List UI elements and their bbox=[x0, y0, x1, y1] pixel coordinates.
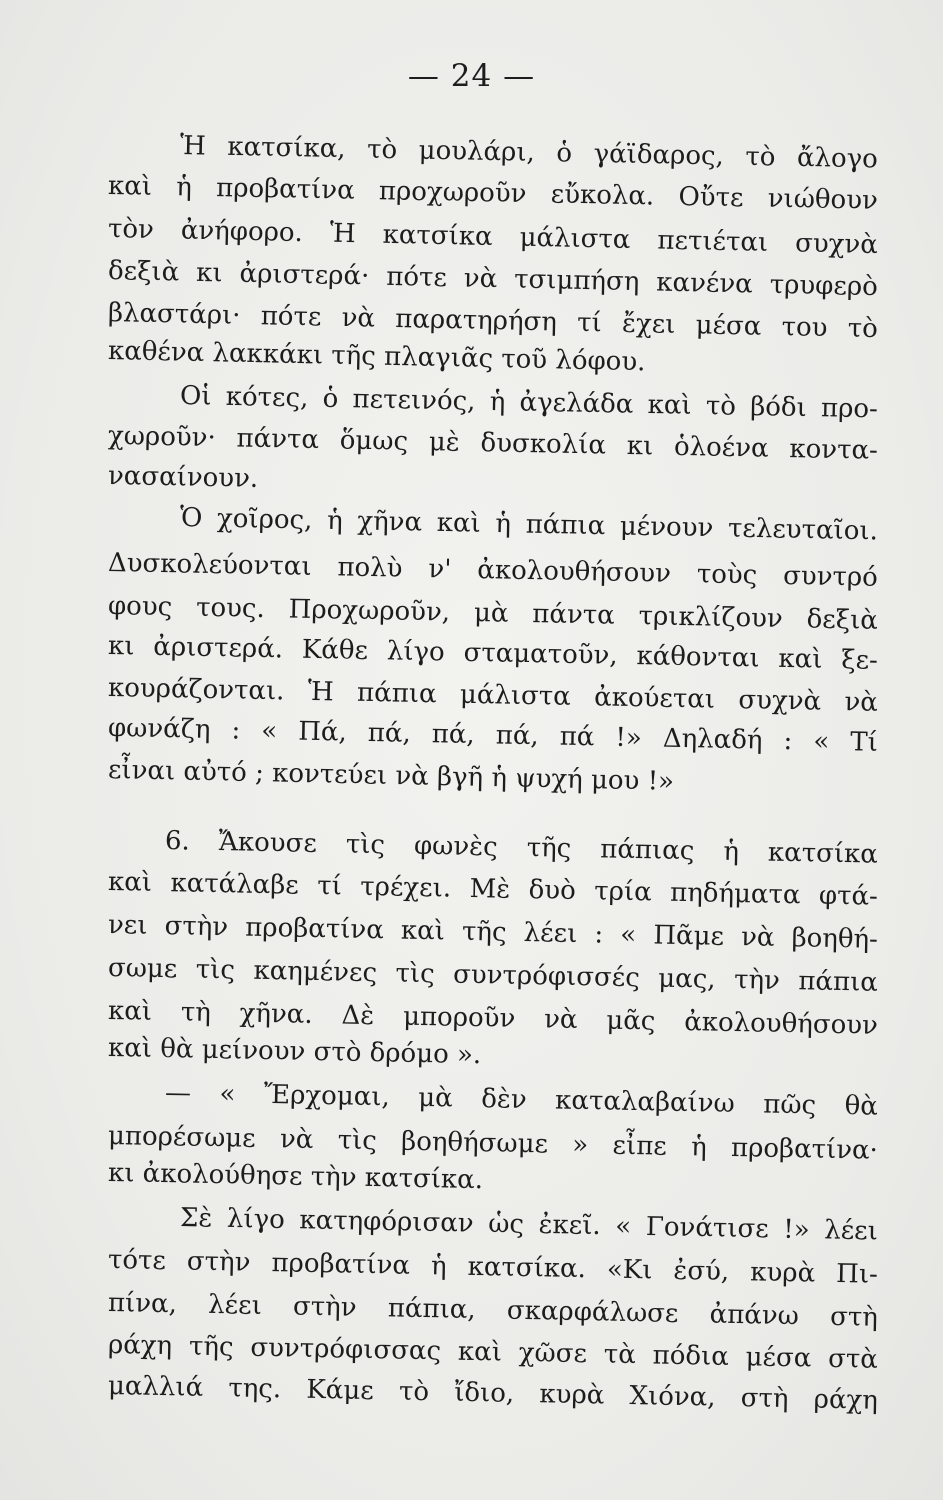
text-line: χωροῦν· πάντα ὅμως μὲ δυσκολία κι ὁλοένα κοντα- bbox=[107, 421, 879, 466]
text-line: Ἡ κατσίκα, τὸ μουλάρι, ὁ γάϊδαρος, τὸ ἄλογο bbox=[179, 131, 879, 175]
text-line: κουράζονται. Ἡ πάπια μάλιστα ἀκούεται συχνὰ νὰ bbox=[107, 673, 879, 718]
text-line: κι ἀκολούθησε τὴν κατσίκα. bbox=[107, 1158, 484, 1196]
text-line: Ὁ χοῖρος, ἡ χῆνα καὶ ἡ πάπια μένουν τελευταῖοι. bbox=[179, 503, 879, 547]
text-line: πίνα, λέει στὴν πάπια, σκαρφάλωσε ἀπάνω στὴ bbox=[107, 1288, 879, 1333]
text-line: νει στὴν προβατίνα καὶ τῆς λέει : « Πᾶμε νὰ βοηθή- bbox=[107, 910, 879, 955]
text-line: 6. Ἄκουσε τὶς φωνὲς τῆς πάπιας ἡ κατσίκα bbox=[164, 826, 879, 870]
text-line: φωνάζη : « Πά, πά, πά, πά, πά !» Δηλαδή : « Τί bbox=[107, 713, 879, 758]
text-line: Δυσκολεύονται πολὺ ν' ἀκολουθήσουν τοὺς συντρό bbox=[107, 548, 879, 593]
text-line: Οἱ κότες, ὁ πετεινός, ἡ ἀγελάδα καὶ τὸ βόδι προ- bbox=[179, 381, 879, 425]
text-line: καὶ τὴ χῆνα. Δὲ μποροῦν νὰ μᾶς ἀκολουθήσουν bbox=[107, 996, 879, 1041]
text-line: κι ἀριστερά. Κάθε λίγο σταματοῦν, κάθονται καὶ ξε- bbox=[107, 631, 879, 676]
text-line: δεξιὰ κι ἀριστερά· πότε νὰ τσιμπήση κανένα τρυφερὸ bbox=[107, 256, 879, 303]
text-line: καὶ ἡ προβατίνα προχωροῦν εὔκολα. Οὔτε νιώθουν bbox=[107, 171, 879, 216]
text-line: καθένα λακκάκι τῆς πλαγιᾶς τοῦ λόφου. bbox=[107, 336, 646, 378]
page-number: — 24 — bbox=[407, 58, 536, 94]
text-line: Σὲ λίγο κατηφόρισαν ὡς ἐκεῖ. « Γονάτισε !» λέει bbox=[179, 1203, 879, 1247]
text-line: βλαστάρι· πότε νὰ παρατηρήση τί ἔχει μέσα του τὸ bbox=[107, 298, 879, 345]
text-line: καὶ θὰ μείνουν στὸ δρόμο ». bbox=[107, 1033, 482, 1071]
text-line: μπορέσωμε νὰ τὶς βοηθήσωμε » εἶπε ἡ προβατίνα· bbox=[107, 1121, 879, 1166]
text-line: εἶναι αὐτό ; κοντεύει νὰ βγῆ ἡ ψυχή μου !» bbox=[107, 755, 675, 797]
text-line: ράχη τῆς συντρόφισσας καὶ χῶσε τὰ πόδια μέσα στὰ bbox=[107, 1330, 879, 1375]
text-line: τὸν ἀνήφορο. Ἡ κατσίκα μάλιστα πετιέται συχνὰ bbox=[107, 214, 879, 261]
text-line: μαλλιά της. Κάμε τὸ ἴδιο, κυρὰ Χιόνα, στὴ ράχη bbox=[107, 1371, 879, 1416]
text-line: νασαίνουν. bbox=[107, 461, 259, 494]
text-line: καὶ κατάλαβε τί τρέχει. Μὲ δυὸ τρία πηδήματα φτά- bbox=[107, 867, 879, 912]
text-line: σωμε τὶς καημένες τὶς συντρόφισσές μας, τὴν πάπια bbox=[107, 953, 879, 998]
text-line: τότε στὴν προβατίνα ἡ κατσίκα. «Κι ἐσύ, κυρὰ Πι- bbox=[107, 1245, 879, 1290]
text-line: — « Ἔρχομαι, μὰ δὲν καταλαβαίνω πῶς θὰ bbox=[164, 1078, 879, 1122]
text-line: φους τους. Προχωροῦν, μὰ πάντα τρικλίζουν δεξιὰ bbox=[107, 591, 879, 636]
